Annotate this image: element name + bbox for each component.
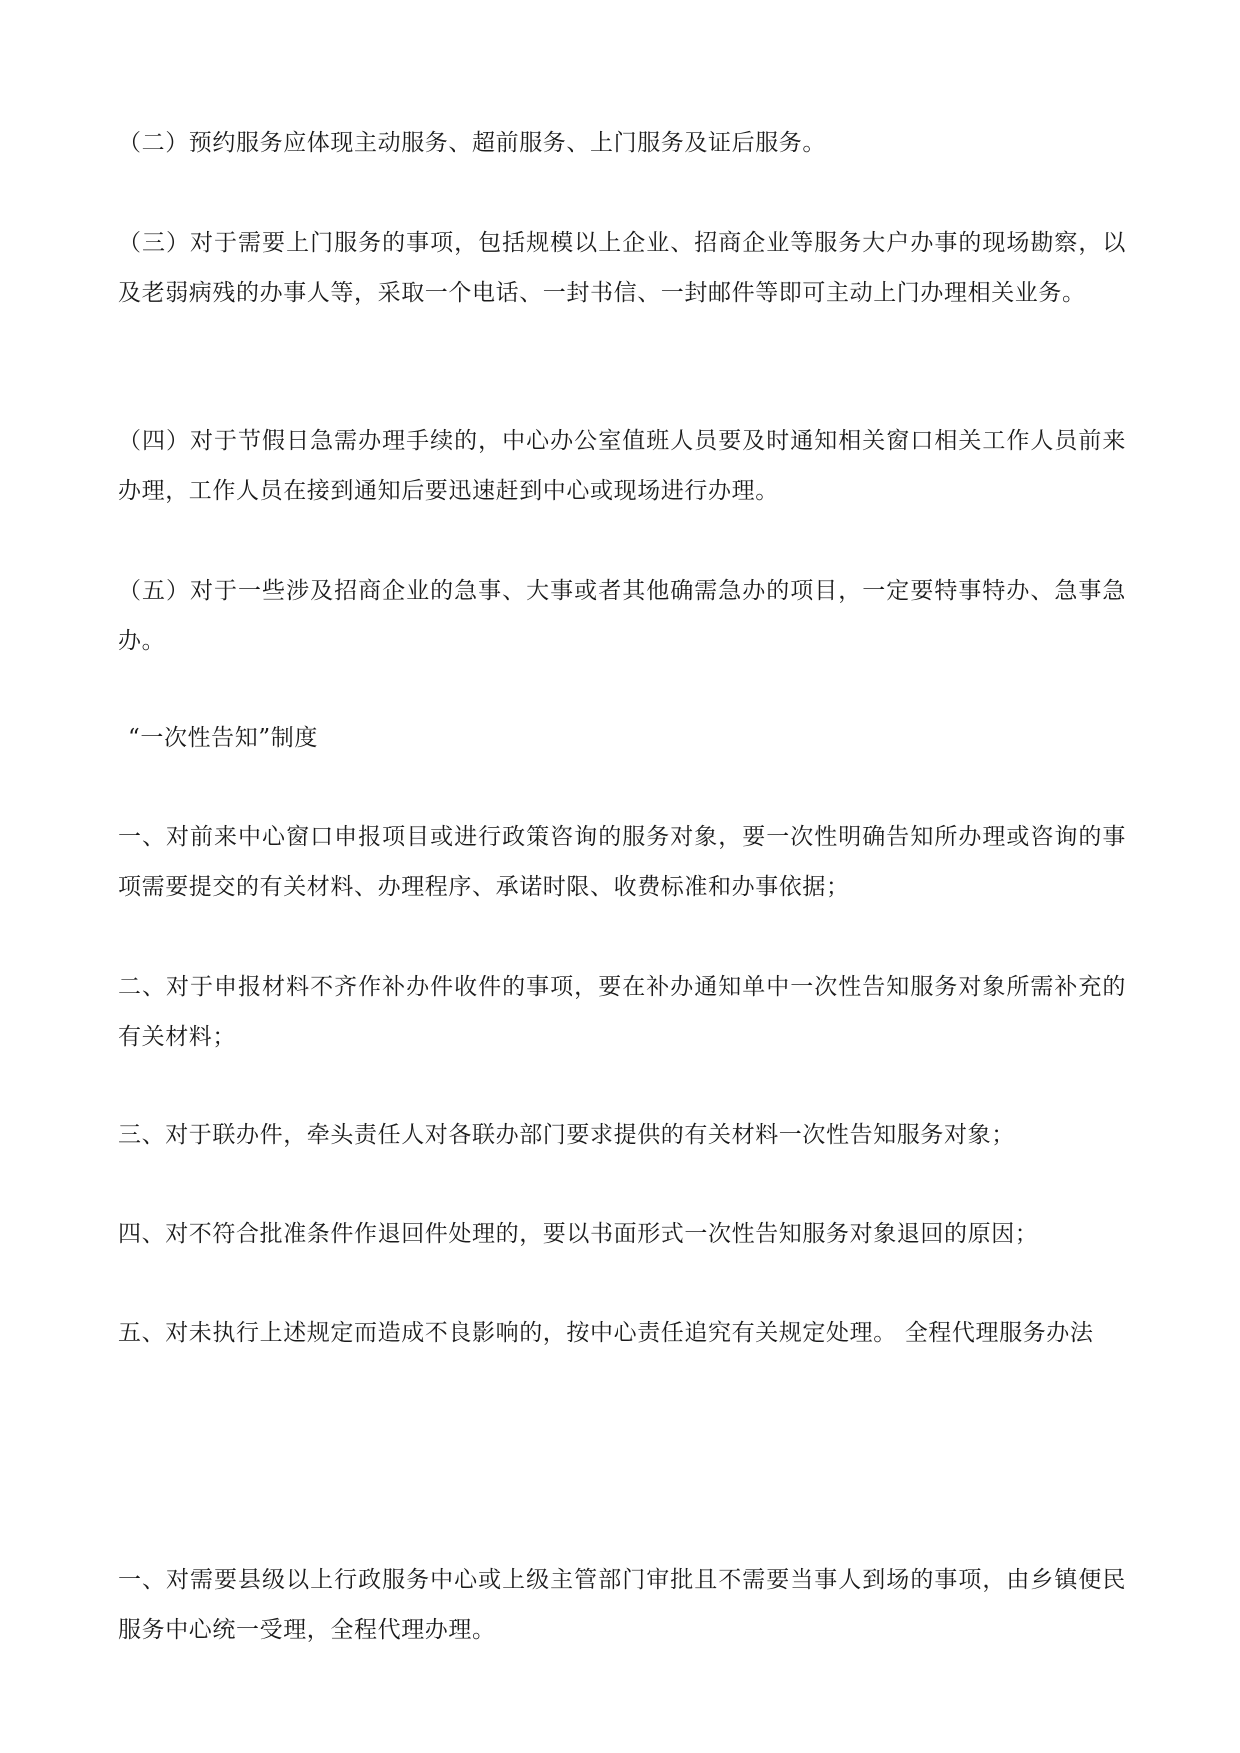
list-item: 二、对于申报材料不齐作补办件收件的事项，要在补办通知单中一次性告知服务对象所需补充的有关材料；	[118, 974, 1126, 1050]
list-item: 四、对不符合批准条件作退回件处理的，要以书面形式一次性告知服务对象退回的原因；	[118, 1221, 1039, 1247]
paragraph-urgent-items: （五）对于一些涉及招商企业的急事、大事或者其他确需急办的项目，一定要特事特办、急事急办。	[118, 578, 1126, 654]
paragraph-holiday-handling: （四）对于节假日急需办理手续的，中心办公室值班人员要及时通知相关窗口相关工作人员前来办理，工作人员在接到通知后要迅速赶到中心或现场进行办理。	[118, 428, 1126, 504]
section-heading: “一次性告知”制度	[128, 725, 318, 751]
paragraph-appointment-service: （二）预约服务应体现主动服务、超前服务、上门服务及证后服务。	[118, 130, 826, 156]
list-item: 三、对于联办件，牵头责任人对各联办部门要求提供的有关材料一次性告知服务对象；	[118, 1122, 1015, 1148]
list-item: 五、对未执行上述规定而造成不良影响的，按中心责任追究有关规定处理。 全程代理服务办法	[118, 1320, 1094, 1346]
list-item: 一、对前来中心窗口申报项目或进行政策咨询的服务对象，要一次性明确告知所办理或咨询的事项需要提交的有关材料、办理程序、承诺时限、收费标准和办事依据；	[118, 824, 1126, 900]
paragraph-door-to-door-service: （三）对于需要上门服务的事项，包括规模以上企业、招商企业等服务大户办事的现场勘察，以及老弱病残的办事人等，采取一个电话、一封书信、一封邮件等即可主动上门办理相关业务。	[118, 230, 1126, 306]
list-item: 一、对需要县级以上行政服务中心或上级主管部门审批且不需要当事人到场的事项，由乡镇便民服务中心统一受理，全程代理办理。	[118, 1567, 1126, 1643]
